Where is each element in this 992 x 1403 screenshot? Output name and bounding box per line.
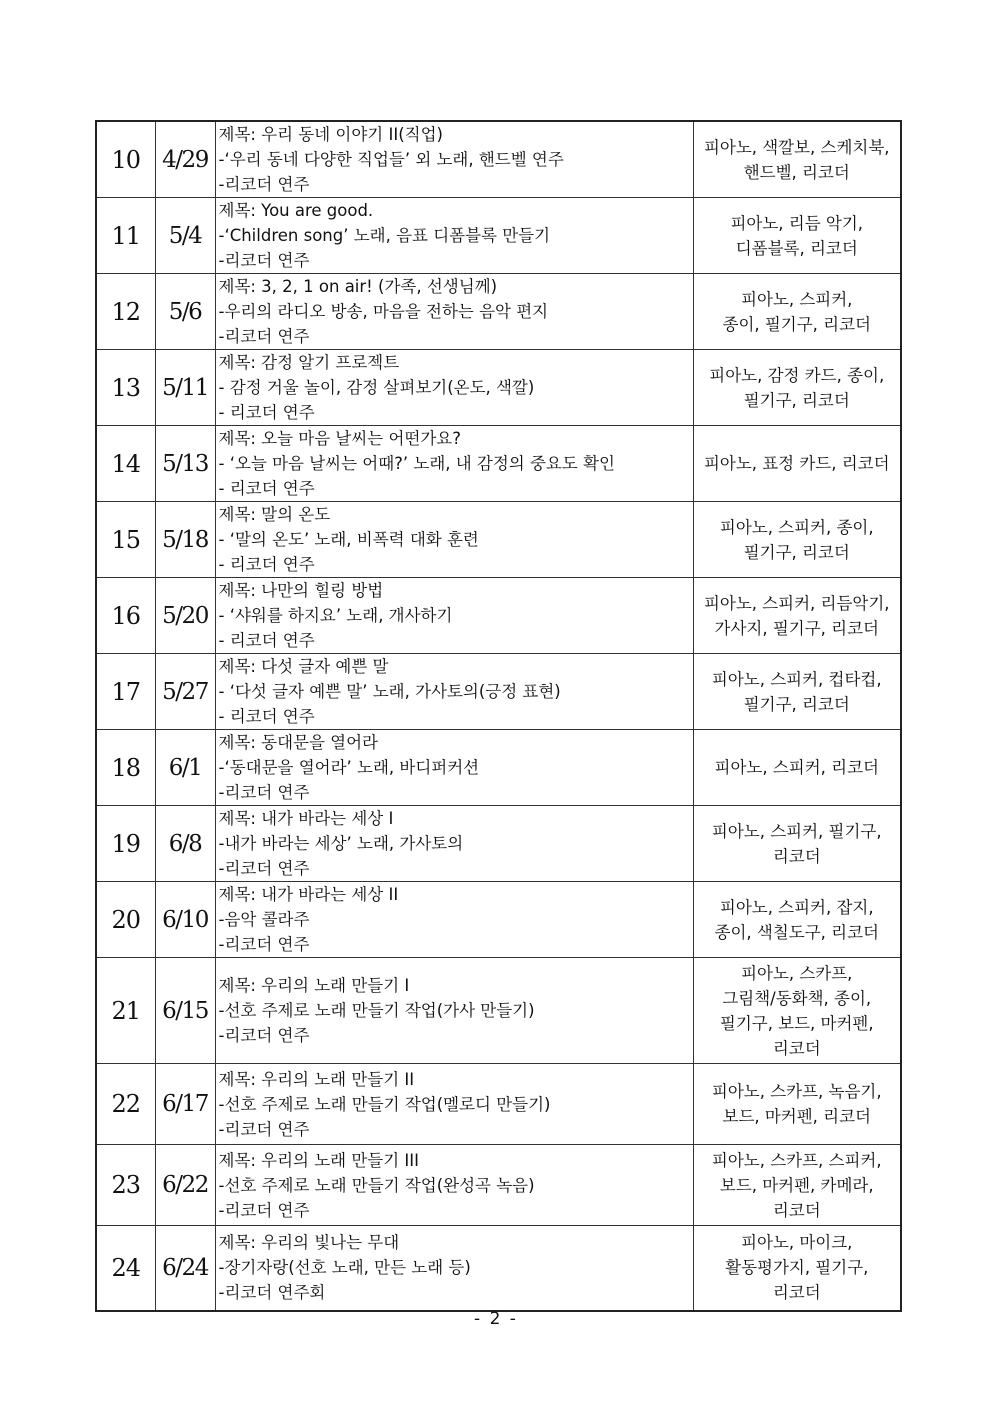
table-row [96,121,901,198]
session-number: 11 [96,198,155,274]
table-row [96,1064,901,1145]
material-line: 필기구, 리코더 [743,694,850,714]
session-number: 14 [96,426,155,502]
session-date: 5/6 [155,274,215,350]
content-line: - ‘말의 온도’ 노래, 비폭력 대화 훈련 [218,530,479,549]
session-content [215,882,693,958]
session-date: 6/24 [155,1226,215,1311]
session-materials [693,882,901,958]
session-number: 19 [96,806,155,882]
session-date: 4/29 [155,121,215,198]
material-line: 필기구, 보드, 마커펜, [719,1013,874,1033]
table-row [96,654,901,730]
session-number: 22 [96,1064,155,1145]
table-row [96,198,901,274]
session-date: 6/8 [155,806,215,882]
material-line: 피아노, 스피커, 리코더 [714,758,879,777]
session-date: 6/1 [155,730,215,806]
session-materials [693,426,901,502]
table-row [96,958,901,1064]
session-content [215,578,693,654]
content-line: - 리코더 연주 [218,555,315,574]
content-line: 제목: 우리의 노래 만들기 I [218,976,410,995]
session-date: 6/10 [155,882,215,958]
session-materials [693,502,901,578]
material-line: 보드, 마커펜, 카메라, [719,1175,874,1195]
session-materials [693,654,901,730]
content-line: -리코더 연주 [218,327,310,346]
content-line: -‘Children song’ 노래, 음표 디폼블록 만들기 [218,226,551,245]
session-schedule-table [95,120,902,1312]
session-content [215,198,693,274]
material-line: 피아노, 감정 카드, 종이, [709,365,885,385]
session-number: 24 [96,1226,155,1311]
material-line: 피아노, 색깔보, 스케치북, [703,137,890,157]
content-line: -내가 바라는 세상’ 노래, 가사토의 [218,834,464,853]
page-number: - 2 - [474,1309,518,1329]
content-line: -리코더 연주 [218,859,310,878]
session-date: 5/13 [155,426,215,502]
content-line: -‘우리 동네 다양한 직업들’ 외 노래, 핸드벨 연주 [218,150,564,169]
table-row [96,426,901,502]
session-content [215,654,693,730]
content-line: - ‘다섯 글자 예쁜 말’ 노래, 가사토의(긍정 표현) [218,682,561,701]
material-line: 리코더 [772,846,821,866]
material-line: 리코더 [772,1200,821,1220]
schedule-body [96,121,901,1311]
material-line: 피아노, 스피커, 필기구, [711,821,882,841]
session-content [215,730,693,806]
session-materials [693,1145,901,1226]
content-line: -‘동대문을 열어라’ 노래, 바디퍼커션 [218,758,480,777]
material-line: 피아노, 스피커, 종이, [719,517,874,537]
session-date: 6/17 [155,1064,215,1145]
content-line: -리코더 연주 [218,1026,310,1045]
session-number: 21 [96,958,155,1064]
content-line: 제목: 내가 바라는 세상 I [218,809,394,828]
material-line: 피아노, 스피커, 리듬악기, [703,593,890,613]
material-line: 피아노, 표정 카드, 리코더 [703,454,890,473]
content-line: 제목: 다섯 글자 예쁜 말 [218,657,389,676]
material-line: 피아노, 스카프, [741,963,853,983]
table-row [96,882,901,958]
session-number: 10 [96,121,155,198]
session-materials [693,350,901,426]
session-content [215,121,693,198]
content-line: -리코더 연주 [218,935,310,954]
session-materials [693,578,901,654]
session-materials [693,1226,901,1311]
content-line: 제목: 우리의 빛나는 무대 [218,1233,400,1253]
content-line: - 리코더 연주 [218,479,315,498]
session-number: 18 [96,730,155,806]
session-date: 5/20 [155,578,215,654]
content-line: - 감정 거울 놀이, 감정 살펴보기(온도, 색깔) [218,378,535,397]
material-line: 리코더 [772,1038,821,1058]
session-materials [693,958,901,1064]
content-line: - 리코더 연주 [218,707,315,726]
table-row [96,806,901,882]
content-line: 제목: 우리 동네 이야기 II(직업) [218,125,443,144]
session-materials [693,121,901,198]
session-number: 23 [96,1145,155,1226]
session-materials [693,274,901,350]
session-number: 16 [96,578,155,654]
session-date: 6/22 [155,1145,215,1226]
table-row [96,274,901,350]
session-number: 12 [96,274,155,350]
material-line: 보드, 마커펜, 리코더 [722,1107,871,1126]
session-content [215,274,693,350]
content-line: -리코더 연주 [218,1200,310,1220]
content-line: -리코더 연주 [218,175,310,194]
session-content [215,958,693,1064]
session-number: 15 [96,502,155,578]
material-line: 그림책/동화책, 종이, [722,988,872,1008]
content-line: -장기자랑(선호 노래, 만든 노래 등) [218,1258,471,1278]
content-line: - 리코더 연주 [218,631,315,650]
table-row [96,1226,901,1311]
content-line: -리코더 연주 [218,251,310,270]
content-line: -선호 주제로 노래 만들기 작업(가사 만들기) [218,1001,535,1020]
table-row [96,502,901,578]
session-materials [693,806,901,882]
material-line: 디폼블록, 리코더 [735,238,858,258]
content-line: -선호 주제로 노래 만들기 작업(멜로디 만들기) [218,1094,551,1114]
session-content [215,1064,693,1145]
material-line: 필기구, 리코더 [743,542,850,562]
table-row [96,578,901,654]
session-materials [693,1064,901,1145]
session-date: 5/11 [155,350,215,426]
material-line: 필기구, 리코더 [743,390,850,410]
material-line: 피아노, 리듬 악기, [730,213,864,233]
session-date: 5/18 [155,502,215,578]
material-line: 리코더 [772,1283,821,1303]
session-content [215,426,693,502]
content-line: - 리코더 연주 [218,403,315,422]
session-materials [693,198,901,274]
session-number: 20 [96,882,155,958]
content-line: -리코더 연주 [218,1119,310,1139]
table-row [96,350,901,426]
content-line: 제목: 말의 온도 [218,505,331,524]
content-line: 제목: 감정 알기 프로젝트 [218,353,400,372]
session-content [215,1145,693,1226]
material-line: 핸드벨, 리코더 [743,162,850,182]
content-line: 제목: 나만의 힐링 방법 [218,581,384,600]
material-line: 종이, 필기구, 리코더 [722,314,871,334]
session-date: 5/27 [155,654,215,730]
content-line: 제목: 우리의 노래 만들기 III [218,1150,420,1170]
content-line: -우리의 라디오 방송, 마음을 전하는 음악 편지 [218,302,549,321]
content-line: 제목: 내가 바라는 세상 II [218,885,399,904]
material-line: 가사지, 필기구, 리코더 [714,618,879,638]
table-row [96,730,901,806]
content-line: -리코더 연주회 [218,1283,326,1303]
session-content [215,806,693,882]
content-line: - ‘샤워를 하지요’ 노래, 개사하기 [218,606,453,625]
material-line: 종이, 색칠도구, 리코더 [714,922,879,942]
material-line: 피아노, 스피커, 컵타컵, [711,669,882,689]
material-line: 피아노, 마이크, [741,1233,853,1253]
material-line: 피아노, 스피커, [741,289,853,309]
session-content [215,350,693,426]
session-number: 13 [96,350,155,426]
content-line: -선호 주제로 노래 만들기 작업(완성곡 녹음) [218,1175,535,1195]
session-content [215,502,693,578]
content-line: 제목: 우리의 노래 만들기 II [218,1069,415,1089]
table-row [96,1145,901,1226]
material-line: 피아노, 스카프, 스피커, [711,1150,882,1170]
session-date: 5/4 [155,198,215,274]
material-line: 활동평가지, 필기구, [725,1258,869,1278]
content-line: -음악 콜라주 [218,910,310,929]
session-number: 17 [96,654,155,730]
material-line: 피아노, 스피커, 잡지, [719,897,874,917]
session-content [215,1226,693,1311]
content-line: -리코더 연주 [218,783,310,802]
content-line: 제목: 3, 2, 1 on air! (가족, 선생님께) [218,277,498,296]
content-line: 제목: You are good. [218,201,374,220]
session-date: 6/15 [155,958,215,1064]
material-line: 피아노, 스카프, 녹음기, [711,1082,882,1101]
content-line: 제목: 오늘 마음 날씨는 어떤가요? [218,429,462,448]
content-line: 제목: 동대문을 열어라 [218,733,378,752]
session-materials [693,730,901,806]
content-line: - ‘오늘 마음 날씨는 어때?’ 노래, 내 감정의 중요도 확인 [218,454,615,473]
